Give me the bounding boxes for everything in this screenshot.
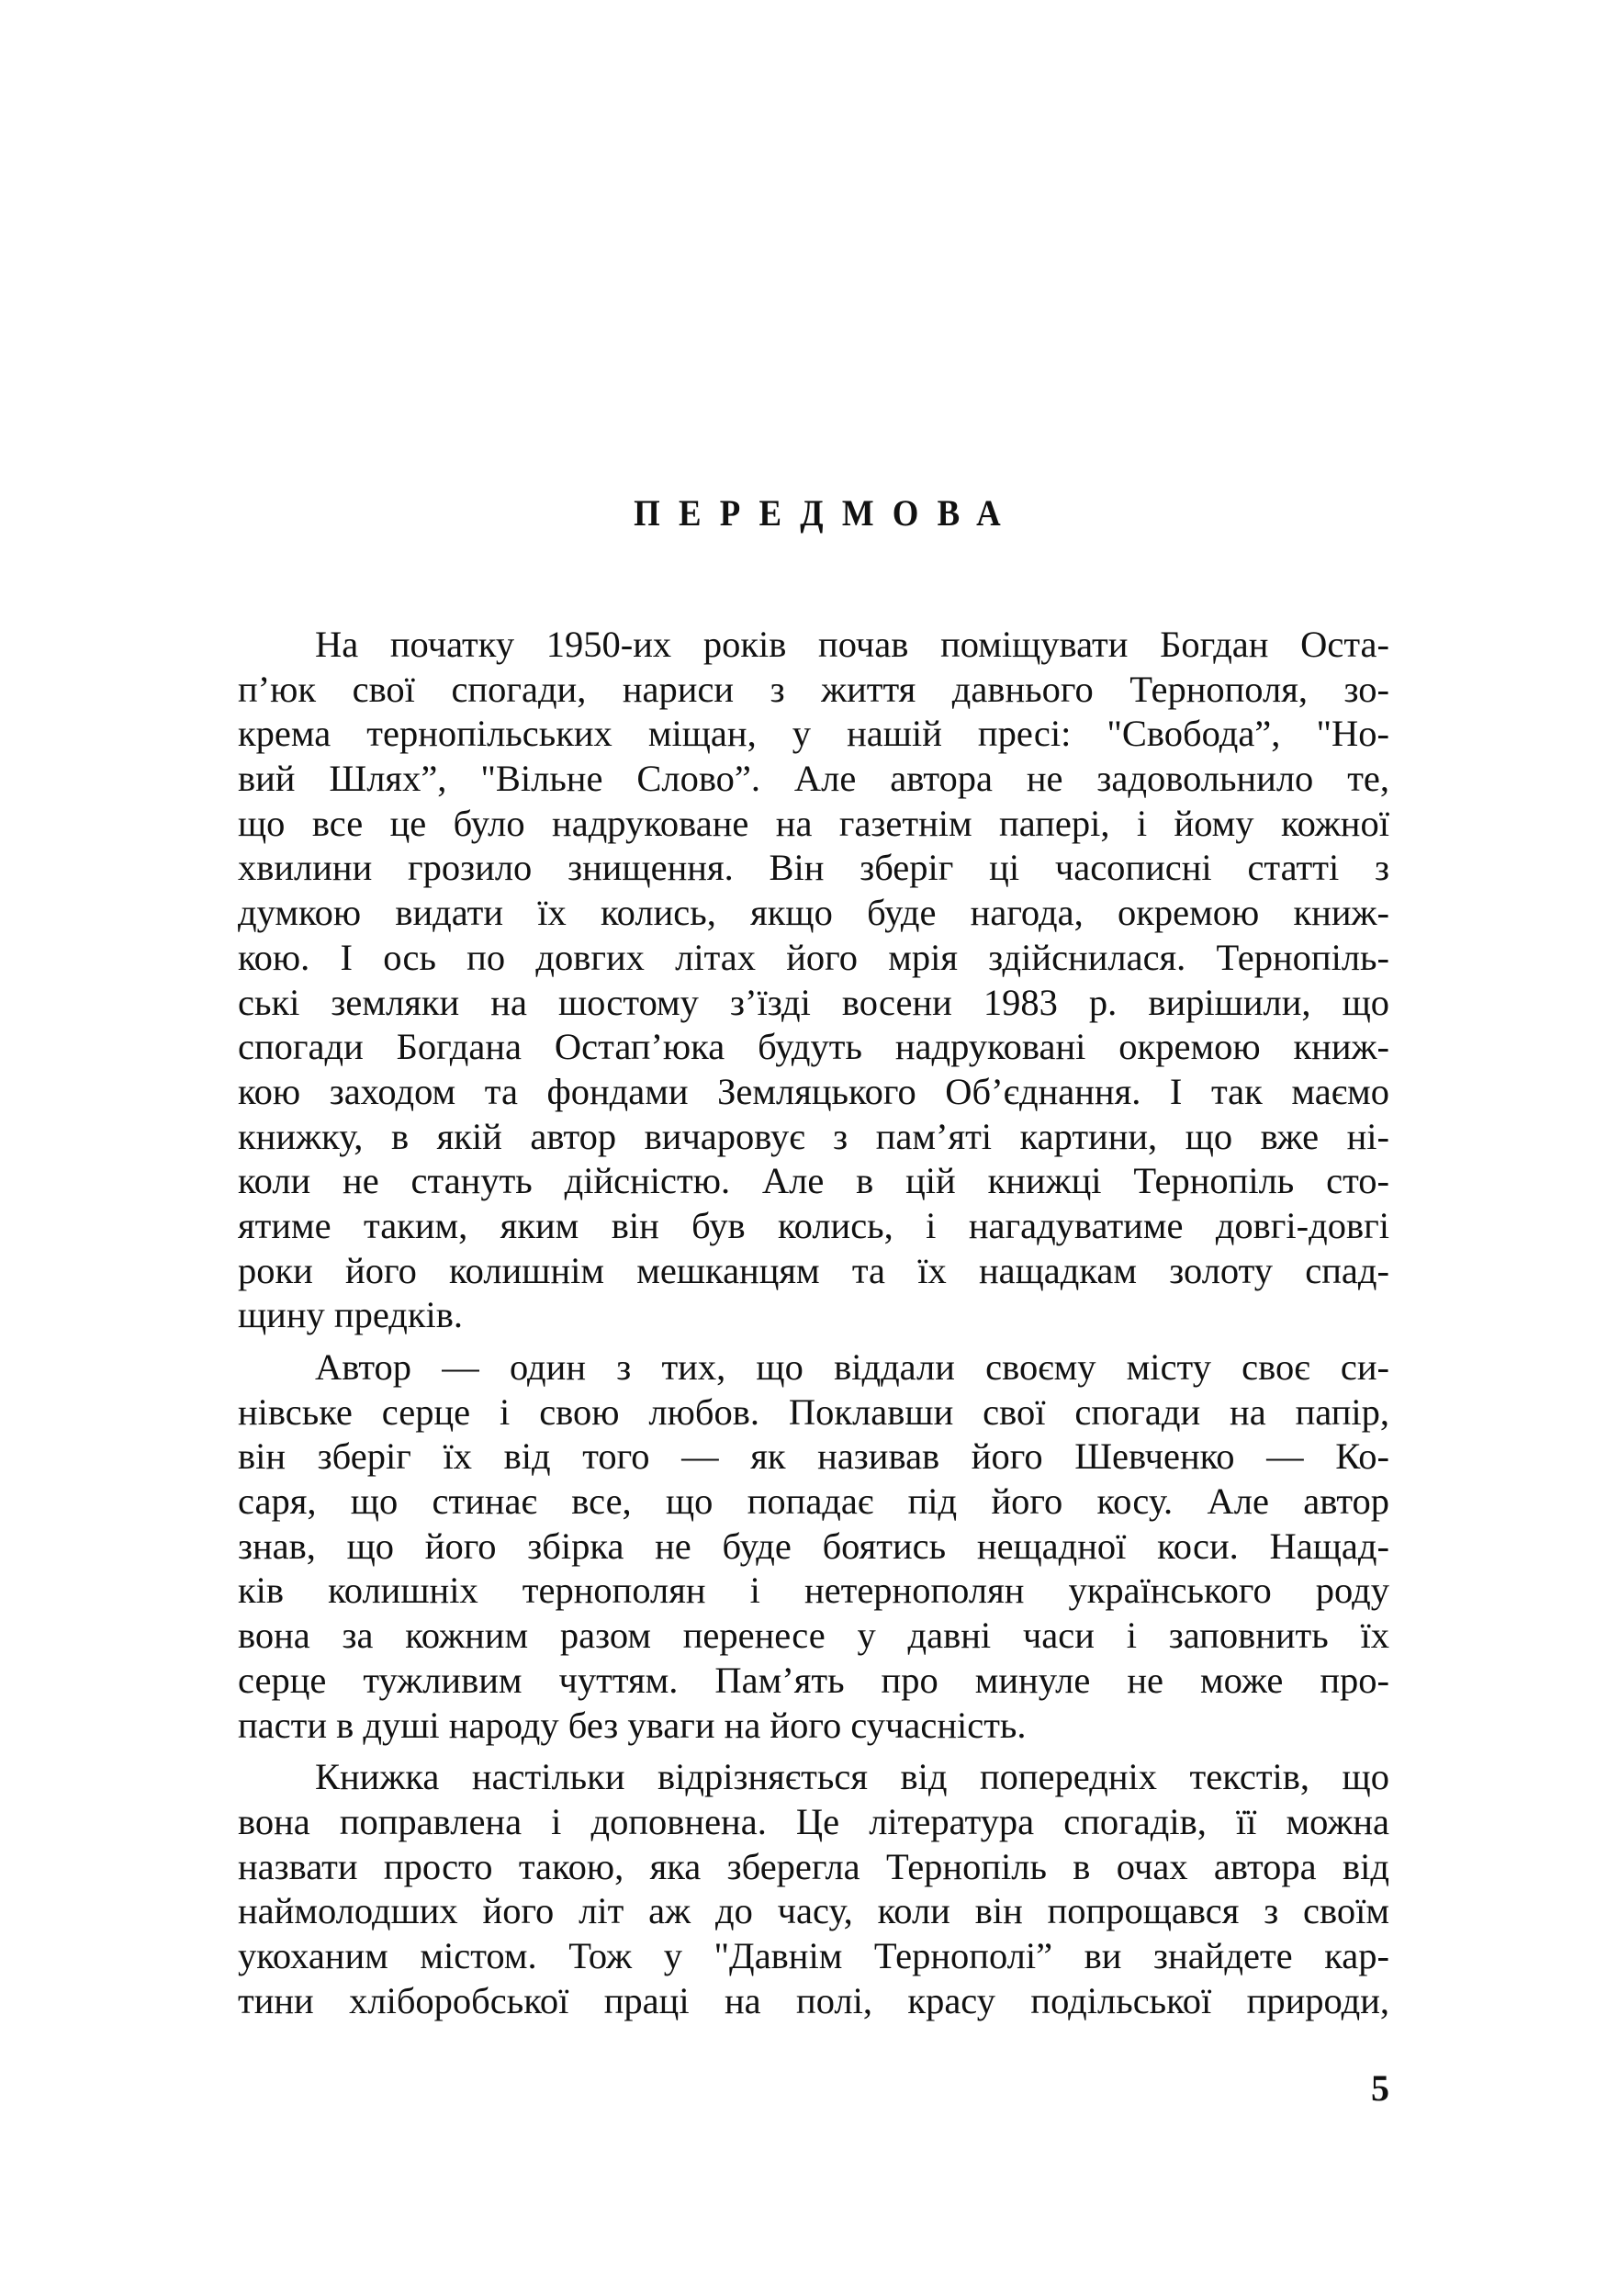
text-line: пасти в душі народу без уваги на його сучасність.	[238, 1704, 1027, 1746]
text-line: саря, що стинає все, що попадає під його косу. Але автор	[238, 1480, 1389, 1523]
text-line: наймолодших його літ аж до часу, коли він попрощався з своїм	[238, 1890, 1389, 1932]
text-line: щину предків.	[238, 1294, 464, 1336]
text-line: п’юк свої спогади, нариси з життя давнього Тернополя, зо-	[238, 668, 1389, 710]
text-line: знав, що його збірка не буде боятись нещадної коси. Нащад-	[238, 1525, 1389, 1567]
text-line: хвилини грозило знищення. Він зберіг ці часописні статті з	[238, 847, 1389, 889]
text-line: вона поправлена і доповнена. Це література спогадів, її можна	[238, 1800, 1389, 1842]
text-line: вий Шлях”, "Вільне Слово”. Але автора не задовольнило те,	[238, 758, 1389, 800]
text-line: книжку, в якій автор вичаровує з пам’яті картини, що вже ні-	[238, 1115, 1389, 1157]
text-line: вона за кожним разом перенесе у давні часи і заповнить їх	[238, 1615, 1389, 1657]
text-line: На початку 1950-их років почав поміщувати Богдан Оста-	[315, 624, 1389, 665]
text-line: тини хліборобської праці на полі, красу подільської природи,	[238, 1979, 1389, 2021]
text-line: спогади Богдана Остап’юка будуть надруковані окремою книж-	[238, 1026, 1389, 1068]
preface-body	[238, 623, 1389, 2031]
page-title: ПЕРЕДМОВА	[634, 492, 1019, 534]
page-number: 5	[1371, 2067, 1389, 2109]
text-line: укоханим містом. Тож у "Давнім Тернополі” ви знайдете кар-	[238, 1934, 1389, 1976]
text-line: крема тернопільських міщан, у нашій пресі: "Свобода”, "Но-	[238, 713, 1389, 755]
text-line: серце тужливим чуттям. Пам’ять про минуле не може про-	[238, 1659, 1389, 1701]
text-line: думкою видати їх колись, якщо буде нагода, окремою книж-	[238, 892, 1389, 934]
text-line: коли не стануть дійсністю. Але в цій книжці Тернопіль сто-	[238, 1160, 1389, 1202]
text-line: роки його колишнім мешканцям та їх нащадкам золоту спад-	[238, 1249, 1389, 1291]
text-line: назвати просто такою, яка зберегла Тернопіль в очах автора від	[238, 1845, 1389, 1887]
text-line: кою. І ось по довгих літах його мрія здійснилася. Тернопіль-	[238, 936, 1389, 978]
text-line: кою заходом та фондами Земляцького Об’єднання. І так маємо	[238, 1070, 1389, 1112]
text-line: нівське серце і свою любов. Поклавши свої спогади на папір,	[238, 1390, 1389, 1433]
text-line: Автор — один з тих, що віддали своєму місту своє си-	[315, 1346, 1389, 1388]
paragraph-3	[238, 1755, 1389, 2023]
paragraph-2	[238, 1345, 1389, 1748]
text-line: ські земляки на шостому з’їзді восени 1983 р. вирішили, що	[238, 981, 1389, 1023]
text-line: ків колишніх тернополян і нетернополян українського роду	[238, 1570, 1389, 1612]
paragraph-1	[238, 623, 1389, 1338]
text-line: він зберіг їх від того — як називав його Шевченко — Ко-	[238, 1435, 1389, 1478]
text-line: що все це було надруковане на газетнім папері, і йому кожної	[238, 802, 1389, 844]
text-line: ятиме таким, яким він був колись, і нагадуватиме довгі-довгі	[238, 1204, 1389, 1246]
text-line: Книжка настільки відрізняється від попередніх текстів, що	[315, 1756, 1389, 1798]
